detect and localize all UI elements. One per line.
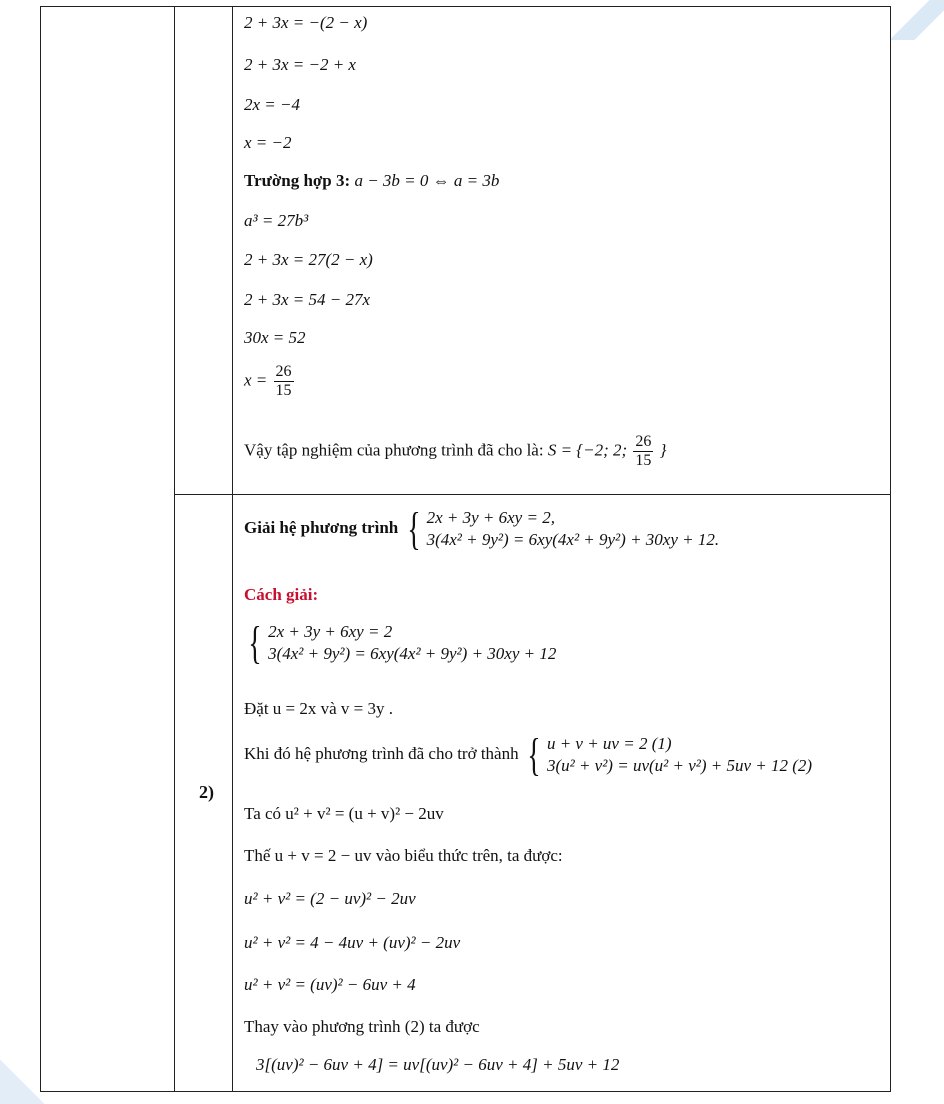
fraction-numerator: 26 xyxy=(635,433,652,450)
equation-line: u² + v² = 4 − 4uv + (uv)² − 2uv xyxy=(244,933,461,952)
solution-set-prefix: S = {−2; 2; xyxy=(547,440,628,460)
row-divider xyxy=(174,494,890,495)
equation-line: 2 + 3x = 27(2 − x) xyxy=(244,250,373,269)
final-equation: 3[(uv)² − 6uv + 4] = uv[(uv)² − 6uv + 4] + 5uv + 12 xyxy=(256,1055,620,1074)
ta-co-line: Ta có u² + v² = (u + v)² − 2uv xyxy=(244,804,444,823)
x-fraction-line xyxy=(244,363,296,400)
problem-statement xyxy=(244,503,720,554)
case3-label: Trường hợp 3: xyxy=(244,171,351,190)
system-of-equations xyxy=(403,503,720,554)
system-of-equations xyxy=(244,617,557,668)
system-equation: 3(u² + v²) = uv(u² + v²) + 5uv + 12 (2) xyxy=(546,756,813,775)
solution-set-line xyxy=(244,433,666,470)
equation-line: x = −2 xyxy=(244,133,292,152)
column-divider xyxy=(232,7,233,1091)
equation-line: 30x = 52 xyxy=(244,328,306,347)
fraction xyxy=(633,433,653,470)
row-label: 2) xyxy=(199,782,214,802)
equation-line: a³ = 27b³ xyxy=(244,211,309,230)
equation-line: u² + v² = (uv)² − 6uv + 4 xyxy=(244,975,416,994)
method-heading: Cách giải: xyxy=(244,585,319,604)
problem-label: Giải hệ phương trình xyxy=(244,517,399,537)
system-equation: 2x + 3y + 6xy = 2, xyxy=(426,508,555,527)
system-equation: u + v + uv = 2 (1) xyxy=(546,734,672,753)
brace-symbol: { xyxy=(527,729,541,780)
system-block xyxy=(244,617,557,668)
brace-symbol: { xyxy=(248,617,262,668)
fraction-numerator: 26 xyxy=(275,363,292,380)
substitution-line: Đặt u = 2x và v = 3y . xyxy=(244,699,394,718)
equation-line: 2 + 3x = −(2 − x) xyxy=(244,13,368,32)
the-line: Thế u + v = 2 − uv vào biểu thức trên, ta được: xyxy=(244,846,563,865)
case3-expression: a − 3b = 0 ⇔ a = 3b xyxy=(354,171,500,190)
fraction-denominator: 15 xyxy=(275,382,292,399)
brace-symbol: { xyxy=(406,503,421,554)
thay-line: Thay vào phương trình (2) ta được xyxy=(244,1017,480,1036)
transform-line xyxy=(244,729,813,780)
system-equation: 3(4x² + 9y²) = 6xy(4x² + 9y²) + 30xy + 12. xyxy=(426,530,720,549)
fraction-denominator: 15 xyxy=(635,452,652,469)
system-equation: 2x + 3y + 6xy = 2 xyxy=(268,622,393,641)
column-divider xyxy=(174,7,175,1091)
equation-line: 2x = −4 xyxy=(244,95,300,114)
system-equation: 3(4x² + 9y²) = 6xy(4x² + 9y²) + 30xy + 12 xyxy=(268,644,557,663)
transform-text: Khi đó hệ phương trình đã cho trở thành xyxy=(244,743,519,763)
solution-set-suffix: } xyxy=(659,440,667,460)
system-of-equations xyxy=(523,729,813,780)
solution-table xyxy=(40,6,891,1092)
x-equals: x = xyxy=(244,370,268,390)
equation-line: u² + v² = (2 − uv)² − 2uv xyxy=(244,889,416,908)
corner-decoration xyxy=(884,0,944,40)
equation-line: 2 + 3x = −2 + x xyxy=(244,55,356,74)
case3-line xyxy=(244,171,499,191)
equation-line: 2 + 3x = 54 − 27x xyxy=(244,290,371,309)
fraction xyxy=(274,363,294,400)
solution-text: Vậy tập nghiệm của phương trình đã cho là: xyxy=(244,440,544,460)
